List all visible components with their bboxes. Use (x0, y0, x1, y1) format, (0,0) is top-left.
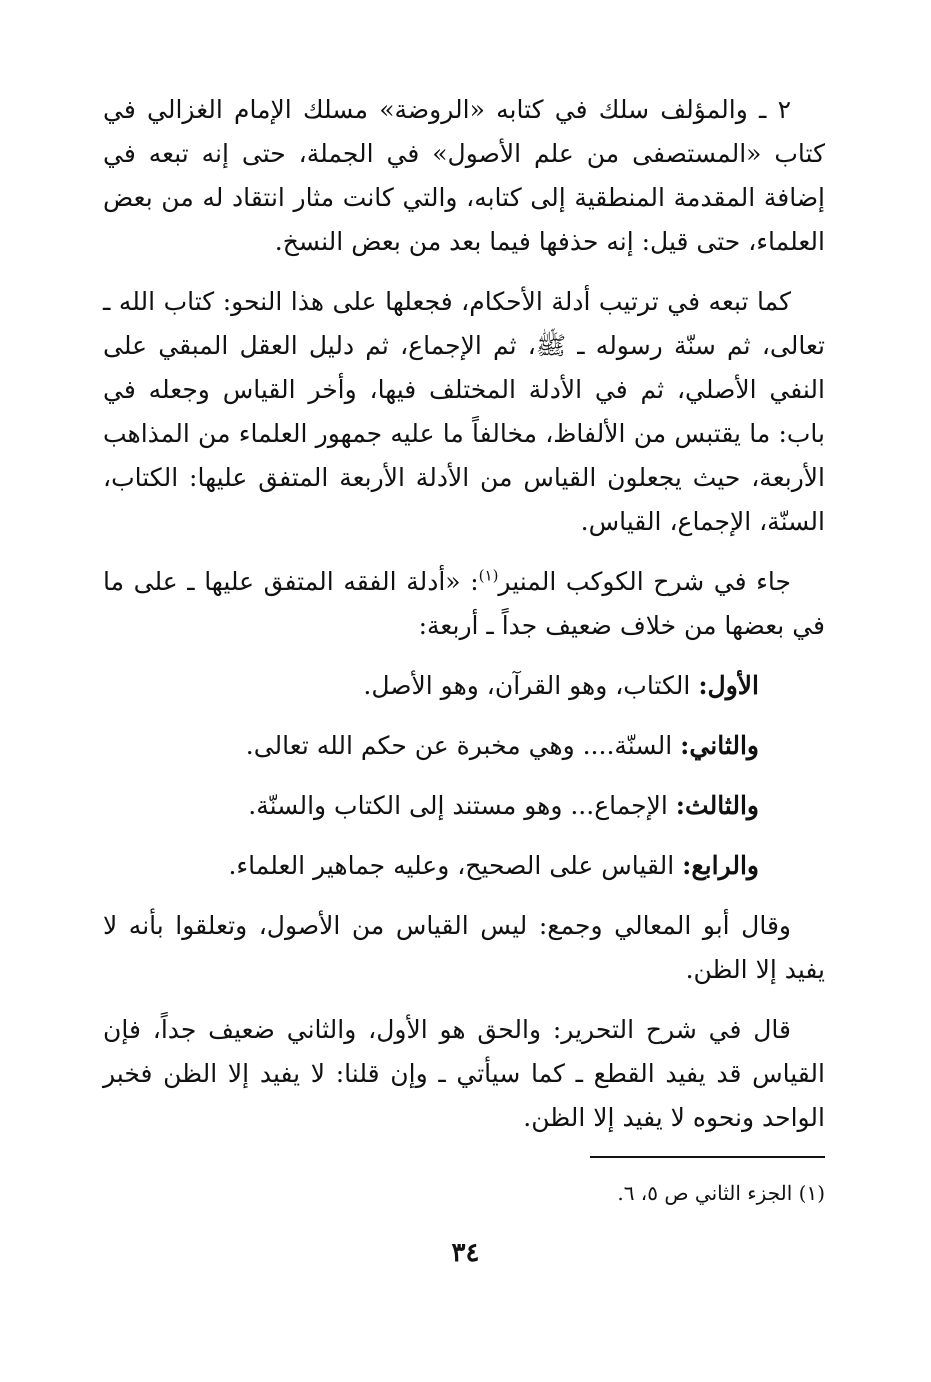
footnote-separator (590, 1156, 825, 1158)
list-item-first (103, 664, 825, 708)
list-item-label: والثالث: (675, 791, 759, 820)
footnote: (١) الجزء الثاني ص ٥، ٦. (617, 1181, 825, 1205)
paragraph-ghazali-method: ٢ ـ والمؤلف سلك في كتابه «الروضة» مسلك الإمام الغزالي في كتاب «المستصفى من علم الأصول» في الجملة، حتى إنه تبعه في إضافة المقدمة المنطقية إلى كتابه، والتي كانت مثار انتقاد له من بعض العلماء، حتى قيل: إنه حذفها فيما بعد من بعض النسخ. (103, 95, 825, 256)
paragraph-sharh-tahrir: قال في شرح التحرير: والحق هو الأول، والثاني ضعيف جداً، فإن القياس قد يفيد القطع ـ كما سيأتي ـ وإن قلنا: لا يفيد إلا الظن فخبر الواحد ونحوه لا يفيد إلا الظن. (103, 1015, 825, 1132)
list-item-second (103, 724, 825, 768)
quote-intro-text: جاء في شرح الكوكب المنير (498, 567, 791, 596)
paragraph-evidence-order: كما تبعه في ترتيب أدلة الأحكام، فجعلها على هذا النحو: كتاب الله ـ تعالى، ثم سنّة رسوله ـ ﷺ، ثم الإجماع، ثم دليل العقل المبقي على النفي الأصلي، ثم في الأدلة المختلف فيها، وأخر القياس وجعله في باب: ما يقتبس من الألفاظ، مخالفاً ما عليه جمهور العلماء من المذاهب الأربعة، حيث يجعلون القياس من الأدلة الأربعة المتفق عليها: الكتاب، السنّة، الإجماع، القياس. (103, 287, 825, 536)
list-item-label: والثاني: (680, 731, 759, 760)
list-item-third (103, 784, 825, 828)
list-item-text: القياس على الصحيح، وعليه جماهير العلماء. (228, 851, 683, 880)
page-number: ٣٤ (451, 1238, 480, 1268)
paragraph-kawkab-quote (103, 560, 825, 648)
list-item-label: والرابع: (682, 851, 759, 880)
list-item-label: الأول: (698, 671, 759, 700)
list-item-text: الكتاب، وهو القرآن، وهو الأصل. (363, 671, 699, 700)
list-item-text: السنّة.... وهي مخبرة عن حكم الله تعالى. (245, 731, 681, 760)
paragraph-abu-almaali: وقال أبو المعالي وجمع: ليس القياس من الأصول، وتعلقوا بأنه لا يفيد إلا الظن. (103, 911, 825, 984)
list-item-text: الإجماع... وهو مستند إلى الكتاب والسنّة. (248, 791, 676, 820)
page-body (103, 88, 825, 1228)
list-item-fourth (103, 844, 825, 888)
quote-intro-continuation: : «أدلة الفقه المتفق عليها ـ على ما في بعضها من خلاف ضعيف جداً ـ أربعة: (103, 567, 825, 640)
footnote-marker: (١) (478, 566, 499, 585)
